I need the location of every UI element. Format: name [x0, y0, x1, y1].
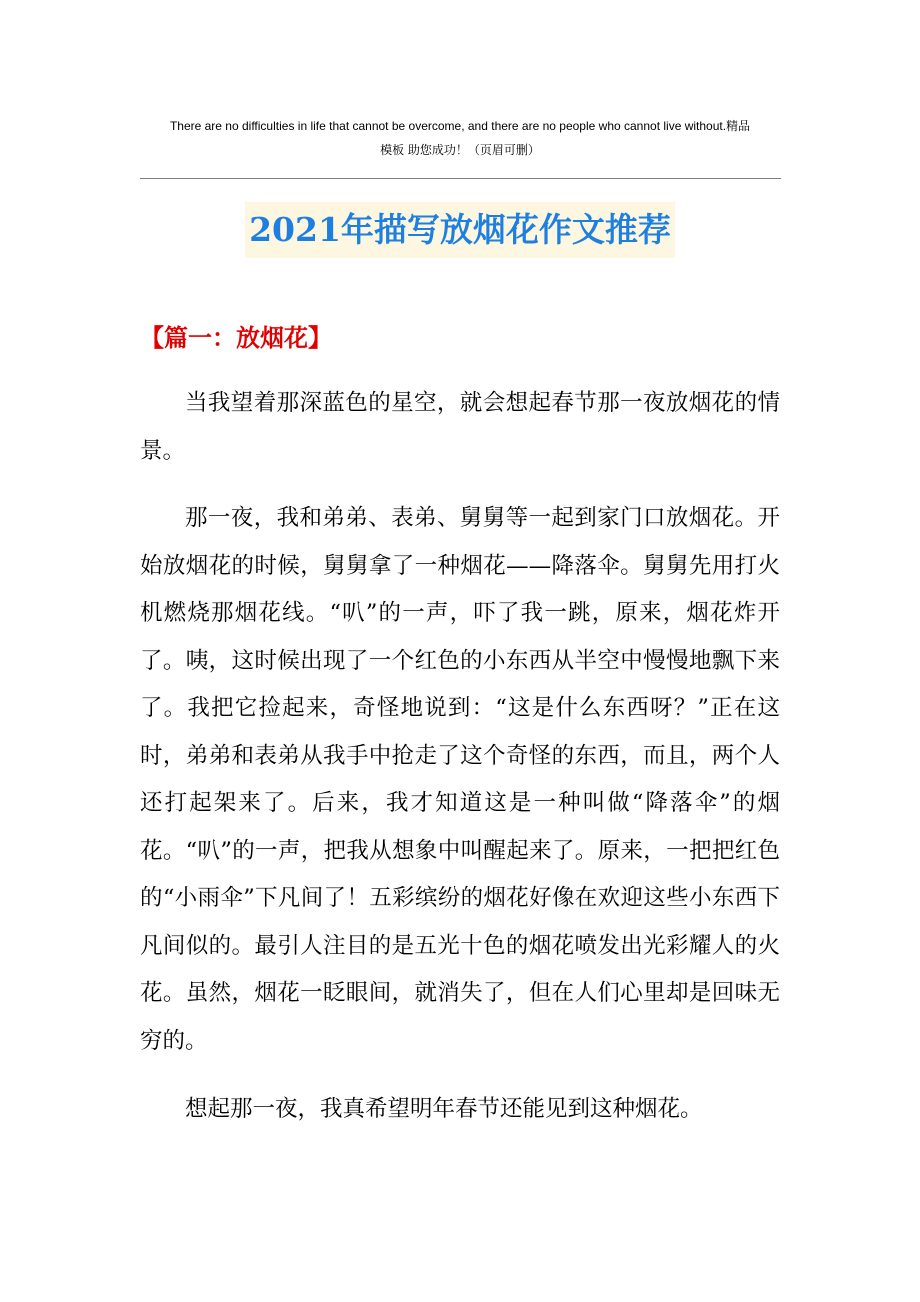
header-line-2: 模板 助您成功！（页眉可删）: [380, 143, 540, 157]
document-title: 2021年描写放烟花作文推荐: [245, 202, 675, 258]
header-line-1: There are no difficulties in life that cannot be overcome, and there are no people who cannot live without.精品: [169, 119, 751, 133]
document-title-block: [0, 202, 920, 258]
paragraph-1: 当我望着那深蓝色的星空，就会想起春节那一夜放烟花的情景。: [140, 390, 780, 464]
section-heading: 【篇一：放烟花】: [140, 323, 332, 352]
paragraph-3: 想起那一夜，我真希望明年春节还能见到这种烟花。: [185, 1096, 703, 1122]
header-divider: [140, 178, 781, 179]
paragraph-2: 那一夜，我和弟弟、表弟、舅舅等一起到家门口放烟花。开始放烟花的时候，舅舅拿了一种烟花——降落伞。舅舅先用打火机燃烧那烟花线。“叭”的一声，吓了我一跳，原来，烟花炸开了。咦，这时候出现了一个红色的小东西从半空中慢慢地飘下来了。我把它捡起来，奇怪地说到：“这是什么东西呀？”正在这时，弟弟和表弟从我手中抢走了这个奇怪的东西，而且，两个人还打起架来了。后来，我才知道这是一种叫做“降落伞”的烟花。“叭”的一声，把我从想象中叫醒起来了。原来，一把把红色的“小雨伞”下凡间了！五彩缤纷的烟花好像在欢迎这些小东西下凡间似的。最引人注目的是五光十色的烟花喷发出光彩耀人的火花。虽然，烟花一眨眼间，就消失了，但在人们心里却是回味无穷的。: [140, 505, 780, 1054]
page-header: [140, 114, 780, 162]
